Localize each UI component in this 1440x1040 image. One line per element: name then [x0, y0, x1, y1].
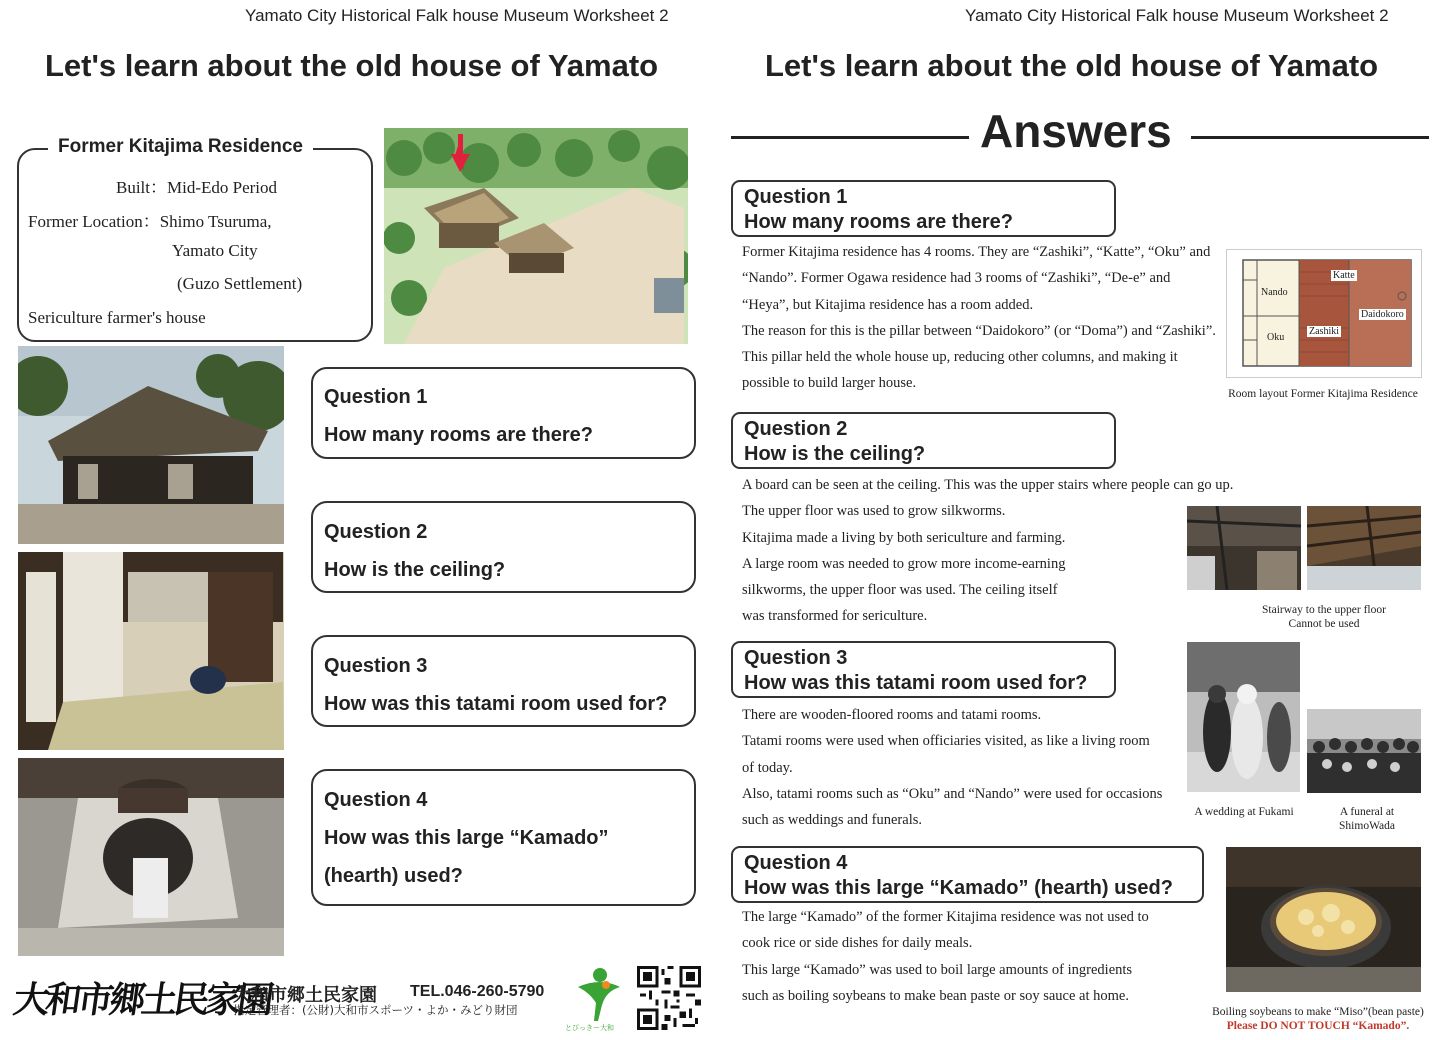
answer-2-title: Question 2 — [744, 418, 848, 440]
answer-4-line: The large “Kamado” of the former Kitajima residence was not used to — [742, 909, 1149, 925]
answer-2-line: The upper floor was used to grow silkworms. — [742, 503, 1006, 520]
funeral-photo — [1307, 709, 1421, 793]
room-layout-caption: Room layout Former Kitajima Residence — [1228, 388, 1418, 400]
miso-caption: Boiling soybeans to make “Miso”(bean paste) — [1212, 1006, 1424, 1018]
room-label-daidokoro: Daidokoro — [1361, 309, 1404, 320]
answers-rule-left — [731, 136, 969, 139]
ceiling-photo-1 — [1187, 506, 1301, 590]
room-label-oku: Oku — [1267, 332, 1285, 343]
answer-1-question: How many rooms are there? — [744, 211, 1013, 233]
answer-1-title: Question 1 — [744, 186, 848, 208]
question-1-text: How many rooms are there? — [324, 424, 593, 446]
question-1-box — [311, 367, 696, 459]
question-4-text: How was this large “Kamado” — [324, 827, 609, 849]
funeral-caption — [1307, 805, 1427, 833]
built-period: Built：Mid-Edo Period — [116, 178, 278, 197]
question-4-text-2: (hearth) used? — [324, 865, 463, 887]
page-title-left: Let's learn about the old house of Yamato — [45, 48, 659, 83]
aerial-illustration — [384, 128, 688, 344]
answer-2-line: A large room was needed to grow more income-earning — [742, 555, 1066, 572]
answer-1-line: “Nando”. Former Ogawa residence had 3 rooms of “Zashiki”, “De-e” and — [742, 270, 1171, 287]
answer-3-title: Question 3 — [744, 647, 848, 669]
qr-code[interactable] — [637, 966, 701, 1030]
soybean-kamado-photo — [1226, 847, 1421, 992]
answers-rule-right — [1191, 136, 1429, 139]
mascot-label: とびっきー大和 — [565, 1024, 614, 1032]
museum-manager: 指定管理者：(公財)大和市スポーツ・よか・みどり財団 — [233, 1003, 518, 1017]
answer-1-header — [731, 180, 1116, 237]
answer-2-header — [731, 412, 1116, 469]
question-3-text: How was this tatami room used for? — [324, 693, 668, 715]
room-label-katte: Katte — [1333, 270, 1355, 281]
answer-4-title: Question 4 — [744, 852, 848, 874]
question-1-title: Question 1 — [324, 386, 428, 408]
answer-2-line: A board can be seen at the ceiling. This was the upper stairs where people can go up. — [742, 477, 1234, 493]
answer-1-text — [742, 239, 1216, 397]
worksheet-header-left: Yamato City Historical Falk house Museum Worksheet 2 — [245, 6, 669, 25]
tatami-room-photo — [18, 552, 284, 750]
answer-2-line: Kitajima made a living by both sericulture and farming. — [742, 529, 1066, 546]
question-4-title: Question 4 — [324, 789, 428, 811]
answer-3-line: Also, tatami rooms such as “Oku” and “Nando” were used for occasions — [742, 785, 1163, 802]
answer-4-text — [742, 904, 1149, 1009]
answer-2-question: How is the ceiling? — [744, 443, 926, 465]
former-location: Former Location：Shimo Tsuruma, — [28, 212, 272, 231]
museum-telephone: TEL.046-260-5790 — [410, 983, 545, 1000]
question-2-text: How is the ceiling? — [324, 559, 506, 581]
answer-1-line: Former Kitajima residence has 4 rooms. They are “Zashiki”, “Katte”, “Oku” and — [742, 244, 1211, 260]
answer-3-header — [731, 641, 1116, 698]
question-4-box — [311, 769, 696, 906]
wedding-photo — [1187, 642, 1300, 792]
answer-3-line: There are wooden-floored rooms and tatami rooms. — [742, 707, 1042, 723]
question-3-title: Question 3 — [324, 655, 428, 677]
room-label-nando: Nando — [1261, 287, 1288, 298]
funeral-caption-line: ShimoWada — [1339, 820, 1395, 832]
wedding-caption: A wedding at Fukami — [1194, 806, 1294, 818]
answers-heading: Answers — [980, 105, 1172, 157]
answer-3-line: such as weddings and funerals. — [742, 812, 922, 829]
museum-name-jp: 大和市郷土民家園 — [233, 985, 377, 1006]
answer-2-text — [742, 472, 1233, 630]
question-2-box — [311, 501, 696, 593]
answer-4-question: How was this large “Kamado” (hearth) used? — [744, 877, 1173, 899]
answer-1-line: This pillar held the whole house up, reducing other columns, and making it — [742, 349, 1178, 366]
kamado-warning: Please DO NOT TOUCH “Kamado”. — [1226, 1020, 1410, 1032]
answer-3-line: Tatami rooms were used when officiaries visited, as like a living room — [742, 733, 1150, 750]
answer-3-question: How was this tatami room used for? — [744, 672, 1088, 694]
answer-2-line: silkworms, the upper floor was used. The ceiling itself — [742, 582, 1058, 599]
question-2-title: Question 2 — [324, 521, 428, 543]
answer-4-header — [731, 846, 1204, 903]
answer-1-line: “Heya”, but Kitajima residence has a room added. — [742, 296, 1034, 313]
location-settlement: (Guzo Settlement) — [177, 274, 303, 293]
ceiling-photo-2 — [1307, 506, 1421, 590]
mascot-logo — [570, 965, 626, 1031]
house-exterior-photo — [18, 346, 284, 544]
answer-2-line: was transformed for sericulture. — [742, 608, 928, 625]
answer-3-text — [742, 702, 1162, 833]
stairway-caption — [1227, 603, 1421, 631]
kamado-photo — [18, 758, 284, 956]
house-type: Sericulture farmer's house — [28, 308, 206, 327]
question-3-box — [311, 635, 696, 727]
worksheet-header-right: Yamato City Historical Falk house Museum Worksheet 2 — [965, 6, 1389, 25]
answer-4-line: cook rice or side dishes for daily meals. — [742, 935, 973, 952]
room-label-zashiki: Zashiki — [1309, 326, 1339, 337]
answer-4-line: This large “Kamado” was used to boil large amounts of ingredients — [742, 961, 1133, 978]
answer-1-line: possible to build larger house. — [742, 375, 917, 392]
stairway-caption-line: Cannot be used — [1288, 618, 1360, 630]
answer-3-line: of today. — [742, 759, 793, 776]
answer-1-line: The reason for this is the pillar between “Daidokoro” (or “Doma”) and “Zashiki”. — [742, 322, 1216, 339]
room-layout-plan — [1226, 249, 1422, 378]
museum-logo: 大和市郷土民家園 — [10, 979, 273, 1021]
funeral-caption-line: A funeral at — [1339, 806, 1395, 818]
location-city: Yamato City — [172, 241, 258, 260]
residence-name: Former Kitajima Residence — [48, 136, 313, 158]
answer-4-line: such as boiling soybeans to make bean paste or soy sauce at home. — [742, 987, 1129, 1004]
stairway-caption-line: Stairway to the upper floor — [1262, 604, 1386, 616]
page-title-right: Let's learn about the old house of Yamato — [765, 48, 1379, 83]
